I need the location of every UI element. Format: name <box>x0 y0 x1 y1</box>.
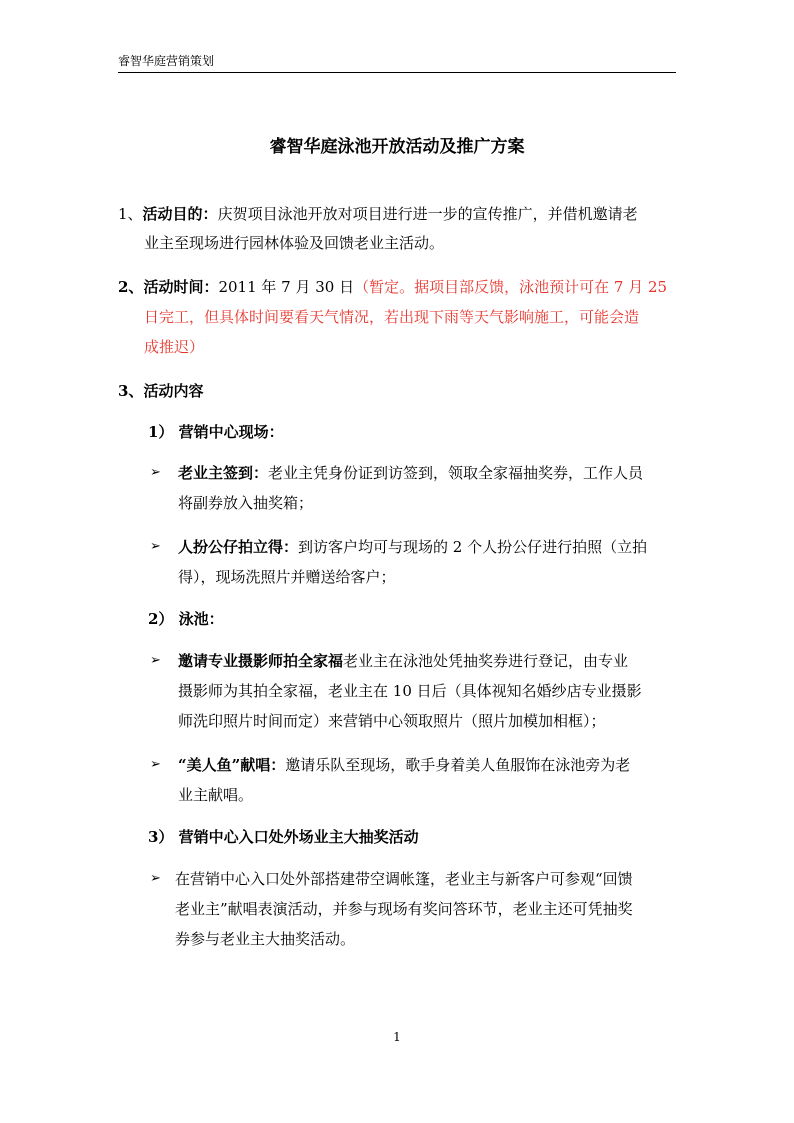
section-2-note-line-3: 成推迟） <box>144 338 205 356</box>
section-3 <box>118 380 203 402</box>
section-3-label: 活动内容 <box>143 382 204 400</box>
section-2-number: 2、 <box>118 278 144 296</box>
sub2-item-2-line-2: 业主献唱。 <box>178 786 254 804</box>
page-number: 1 <box>393 1030 401 1044</box>
sub1-item-2 <box>178 536 647 558</box>
sub2-item-1-label: 邀请专业摄影师拍全家福 <box>178 652 344 670</box>
sub3-item-1-line-2: 老业主”献唱表演活动，并参与现场有奖问答环节，老业主还可凭抽奖 <box>175 900 633 918</box>
sub3-item-1-line-3: 券参与老业主大抽奖活动。 <box>175 930 356 948</box>
section-2-date: 2011 年 7 月 30 日 <box>218 278 355 296</box>
section-2-note-line-2: 日完工，但具体时间要看天气情况，若出现下雨等天气影响施工，可能会造 <box>144 308 640 326</box>
sub2-item-2-label: “美人鱼”献唱： <box>178 756 286 774</box>
sub2-item-1 <box>178 650 628 672</box>
section-2-label: 活动时间： <box>143 278 219 296</box>
section-1-text-line-1: 庆贺项目泳池开放对项目进行进一步的宣传推广，并借机邀请老 <box>217 205 638 223</box>
bullet-arrow-icon: ➢ <box>150 757 161 772</box>
sub1-item-1 <box>178 462 643 484</box>
subsection-2-heading: 2） 泳池： <box>148 610 224 628</box>
sub2-item-1-line-1: 老业主在泳池处凭抽奖券进行登记，由专业 <box>343 652 629 670</box>
sub2-item-1-line-3: 师洗印照片时间而定）来营销中心领取照片（照片加模加相框）； <box>178 712 606 730</box>
sub1-item-2-line-2: 得），现场洗照片并赠送给客户； <box>178 568 396 586</box>
sub2-item-2-line-1: 邀请乐队至现场，歌手身着美人鱼服饰在泳池旁为老 <box>285 756 631 774</box>
section-3-number: 3、 <box>118 382 144 400</box>
bullet-arrow-icon: ➢ <box>150 465 161 480</box>
document-title: 睿智华庭泳池开放活动及推广方案 <box>269 137 525 157</box>
subsection-3-heading: 3） 营销中心入口处外场业主大抽奖活动 <box>148 828 419 846</box>
sub1-item-1-label: 老业主签到： <box>178 464 269 482</box>
section-1-text-line-2: 业主至现场进行园林体验及回馈老业主活动。 <box>144 234 445 252</box>
section-2-note-line-1: （暂定。据项目部反馈，泳池预计可在 7 月 25 <box>354 278 668 296</box>
bullet-arrow-icon: ➢ <box>150 539 161 554</box>
subsection-1-heading: 1） 营销中心现场： <box>148 423 284 441</box>
sub2-item-1-line-2: 摄影师为其拍全家福，老业主在 10 日后（具体视知名婚纱店专业摄影 <box>178 682 642 700</box>
section-1-number: 1、 <box>118 205 143 223</box>
bullet-arrow-icon: ➢ <box>150 871 161 886</box>
sub1-item-2-label: 人扮公仔拍立得： <box>178 538 299 556</box>
bullet-arrow-icon: ➢ <box>150 653 161 668</box>
running-header: 睿智华庭营销策划 <box>118 54 215 68</box>
sub3-item-1-line-1: 在营销中心入口处外部搭建带空调帐篷，老业主与新客户可参观“回馈 <box>175 870 633 888</box>
sub1-item-1-line-1: 老业主凭身份证到访签到，领取全家福抽奖券，工作人员 <box>268 464 644 482</box>
sub2-item-2 <box>178 754 630 776</box>
section-2 <box>118 276 667 298</box>
section-1-label: 活动目的： <box>142 205 218 223</box>
section-1 <box>118 203 638 225</box>
sub1-item-2-line-1: 到访客户均可与现场的 2 个人扮公仔进行拍照（立拍 <box>298 538 648 556</box>
sub1-item-1-line-2: 将副券放入抽奖箱； <box>178 494 314 512</box>
header-rule <box>118 72 676 73</box>
